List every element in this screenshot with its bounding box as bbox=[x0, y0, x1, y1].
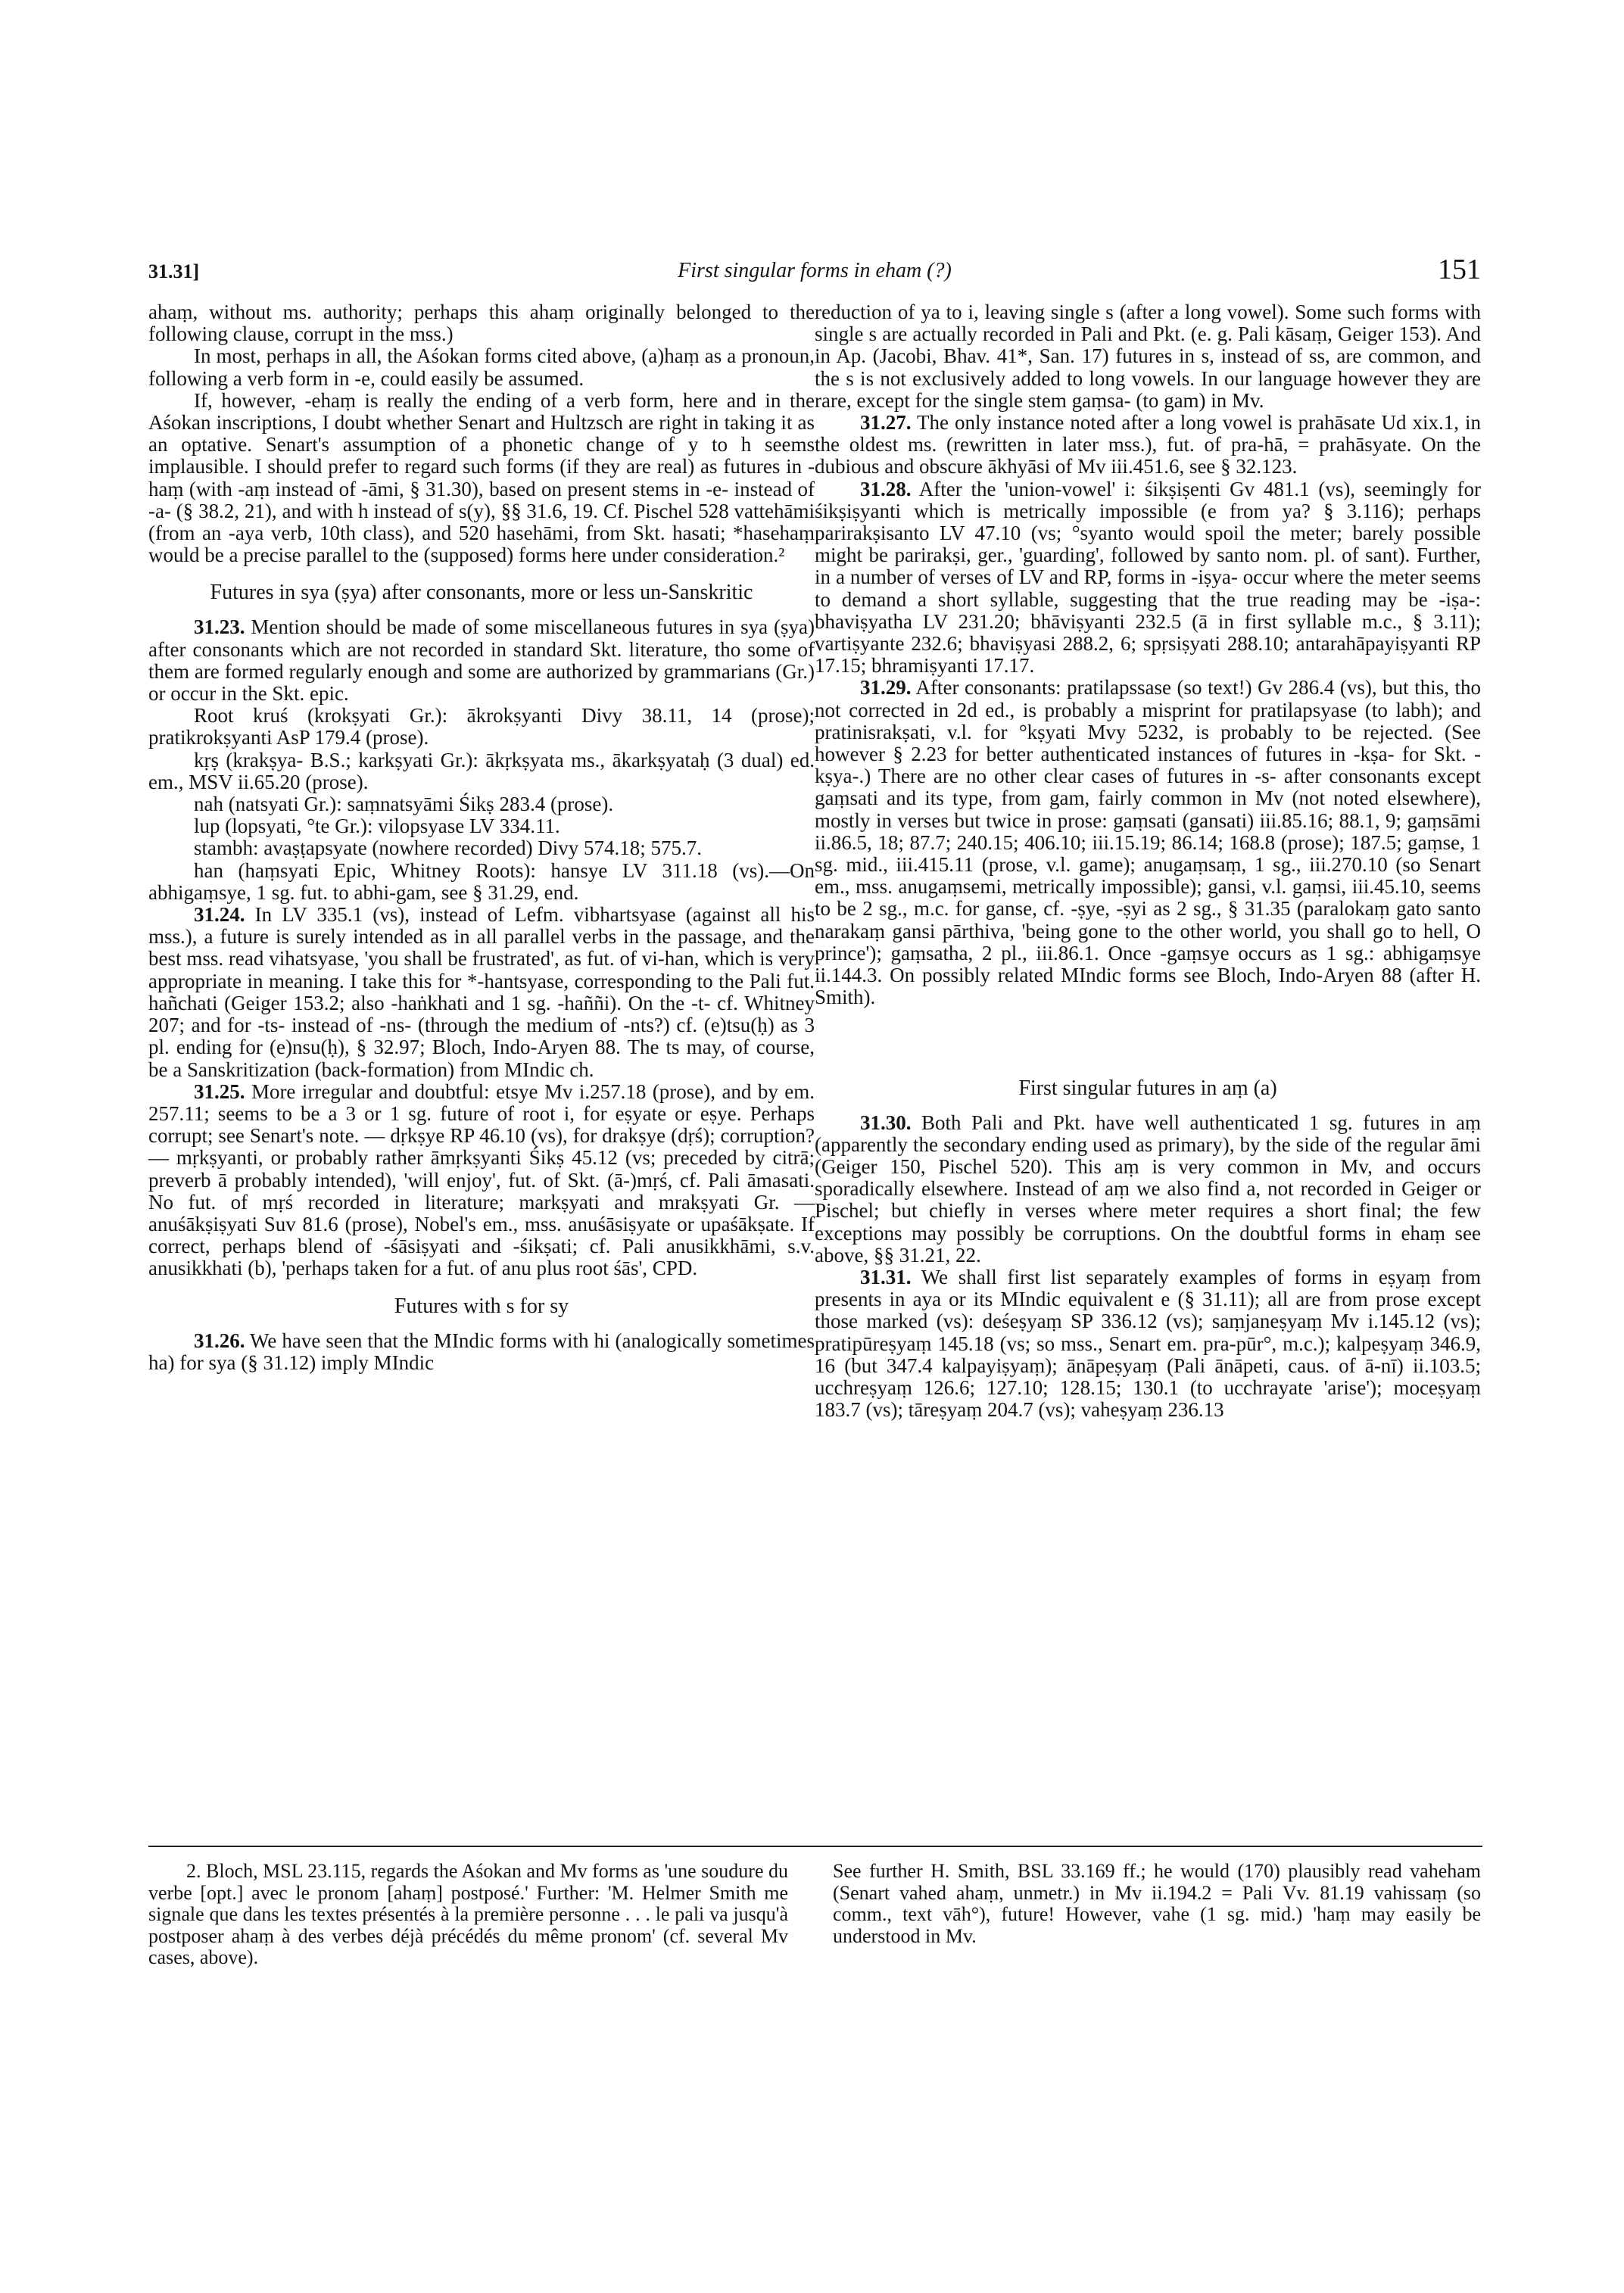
paragraph-31-30 bbox=[815, 1112, 1481, 1266]
footnote-divider bbox=[148, 1846, 1482, 1847]
section-number: 31.23. bbox=[194, 615, 245, 639]
paragraph-text: We have seen that the MIndic forms with hi (analogically sometimes ha) for sya (§ 31.12) imply MIndic bbox=[148, 1329, 815, 1374]
section-number: 31.25. bbox=[194, 1080, 245, 1103]
paragraph: If, however, -ehaṃ is really the ending of a verb form, here and in the Aśokan inscriptions, I doubt whether Senart and Hultzsch are right in taking it as an optative. Senart's assumption of a phonetic change of y to h seems implausible. I should prefer to regard such forms (if they are real) as futures in -haṃ (with -aṃ instead of -āmi, § 31.30), based on present stems in -e- instead of -a- (§ 38.2, 21), and with h instead of s(y), §§ 31.6, 19. Cf. Pischel 528 vattehāmi (from an -aya verb, 10th class), and 520 hasehāmi, from Skt. hasati; *hasehaṃ would be a precise parallel to the (supposed) forms here under consideration.² bbox=[148, 388, 815, 567]
paragraph-31-29 bbox=[815, 677, 1481, 1008]
section-number: 31.24. bbox=[194, 903, 245, 927]
paragraph-31-27 bbox=[815, 412, 1481, 478]
section-heading: Futures in sya (ṣya) after consonants, more or less un-Sanskritic bbox=[210, 581, 753, 605]
section-heading: Futures with s for sy bbox=[394, 1294, 569, 1318]
running-title: First singular forms in eham (?) bbox=[678, 259, 952, 282]
section-number: 31.27. bbox=[860, 411, 912, 435]
entry: nah (natsyati Gr.): saṃnatsyāmi Śikṣ 283.4 (prose). bbox=[194, 793, 614, 816]
paragraph-31-28 bbox=[815, 478, 1481, 678]
paragraph-text: Mention should be made of some miscellaneous futures in sya (ṣya) after consonants which are not recorded in standard Skt. literature, tho some of them are formed regularly enough and some are authorized by grammarians (Gr.) or occur in the Skt. epic. bbox=[148, 615, 815, 706]
paragraph-text: After consonants: pratilapssase (so text!) Gv 286.4 (vs), but this, tho not corrected in 2d ed., is probably a misprint for pratilapsyase (to labh); and pratinisrakṣati, v.l. for °kṣyati Mvy 5232, is probably to be rejected. (See however § 2.23 for better authenticated instances of futures in -kṣa- for Skt. -kṣya-.) There are no other clear cases of futures in -s- after consonants except gaṃsati and its type, from gam, fairly common in Mv (not noted elsewhere), mostly in verses but twice in prose: gaṃsati (gansati) iii.85.16; 88.1, 9; gaṃsāmi ii.86.5, 18; 87.7; 240.15; 406.10; iii.15.19; 86.14; 168.8 (prose); 187.5; gaṃse, 1 sg. mid., iii.415.11 (prose, v.l. game); anugaṃsaṃ, 1 sg., iii.270.10 (so Senart em., mss. anugaṃsemi, metrically impossible); gansi, v.l. gaṃsi, iii.45.10, seems to be 2 sg., m.c. for ganse, cf. -ṣye, -ṣyi as 2 sg., § 31.35 (paralokaṃ gato santo narakaṃ gansi pārthiva, 'being gone to the other world, you shall go to hell, O prince'); gaṃsatha, 2 pl., iii.86.1. Once -gaṃsye occurs as 1 sg.: abhigaṃsye ii.144.3. On possibly related MIndic forms see Bloch, Indo-Aryen 88 (after H. Smith). bbox=[815, 676, 1481, 1009]
right-column bbox=[815, 301, 1481, 1421]
footnote-right bbox=[833, 1861, 1481, 1947]
entry: Root kruś (krokṣyati Gr.): ākrokṣyanti Divy 38.11, 14 (prose); pratikrokṣyanti AsP 179.4 (prose). bbox=[148, 704, 815, 749]
paragraph: reduction of ya to i, leaving single s (after a long vowel). Some such forms with single s are actually recorded in Pali and Pkt. (e. g. Pali kāsaṃ, Geiger 153). And in Ap. (Jacobi, Bhav. 41*, San. 17) futures in s, instead of ss, are common, and the s is not exclusively added to long vowels. In our language however they are rare, except for the single stem gaṃsa- (to gam) in Mv. bbox=[815, 301, 1481, 412]
footnote-left bbox=[148, 1861, 788, 1969]
paragraph: In most, perhaps in all, the Aśokan forms cited above, (a)haṃ as a pronoun, following a verb form in -e, could easily be assumed. bbox=[148, 344, 815, 390]
paragraph: ahaṃ, without ms. authority; perhaps this ahaṃ originally belonged to the following clause, corrupt in the mss.) bbox=[148, 301, 815, 346]
entry: stambh: avaṣṭapsyate (nowhere recorded) Divy 574.18; 575.7. bbox=[194, 837, 703, 860]
footnote-text: See further H. Smith, BSL 33.169 ff.; he would (170) plausibly read vaheham (Senart vahed ahaṃ, unmetr.) in Mv ii.194.2 = Pali Vv. 81.19 vahissaṃ (so comm., text vāh°), future! However, vahe (1 sg. mid.) 'haṃ may easily be understood in Mv. bbox=[833, 1860, 1481, 1947]
paragraph-31-24 bbox=[148, 904, 815, 1081]
section-number: 31.30. bbox=[860, 1111, 912, 1134]
section-heading: First singular futures in aṃ (a) bbox=[1018, 1076, 1277, 1100]
paragraph-text: We shall first list separately examples of forms in eṣyaṃ from presents in aya or its MIndic equivalent e (§ 31.11); all are from prose except those marked (vs): deśeṣyaṃ SP 336.12 (vs); saṃjaneṣyaṃ Mv i.145.12 (vs); pratipūreṣyaṃ 145.18 (vs; so mss., Senart em. pra-pūr°, m.c.); kalpeṣyaṃ 346.9, 16 (but 347.4 kalpayiṣyaṃ); ānāpeṣyaṃ (Pali ānāpeti, caus. of ā-nī) ii.103.5; ucchreṣyaṃ 126.6; 127.10; 128.15; 130.1 (to ucchrayate 'arise'); moceṣyaṃ 183.7 (vs); tāreṣyaṃ 204.7 (vs); vaheṣyaṃ 236.13 bbox=[815, 1265, 1481, 1422]
running-header bbox=[148, 253, 1481, 291]
footnote-text: 2. Bloch, MSL 23.115, regards the Aśokan and Mv forms as 'une soudure du verbe [opt.] avec le pronom [ahaṃ] postposé.' Further: 'M. Helmer Smith me signale que dans les textes présentés à la première personne . . . le pali va jusqu'à postposer ahaṃ à des verbes déjà précédés du même pronom' (cf. several Mv cases, above). bbox=[148, 1860, 788, 1968]
page-number: 151 bbox=[1438, 254, 1481, 285]
paragraph-text: After the 'union-vowel' i: śikṣiṣenti Gv 481.1 (vs), seemingly for śikṣiṣyanti which is metrically impossible (e from ya? § 3.116); perhaps parirakṣisanto LV 47.10 (vs; °syanto would spoil the meter; barely possible might be parirakṣi, ger., 'guarding', followed by santo nom. pl. of sant). Further, in a number of verses of LV and RP, forms in -iṣya- occur where the meter seems to demand a short syllable, suggesting that the true reading may be -iṣa-: bhaviṣyatha LV 231.20; bhāviṣyanti 232.5 (ā in first syllable m.c., § 3.11); vartiṣyante 232.6; bhaviṣyasi 288.2, 6; spṛsiṣyati 288.10; antarahāpayiṣyanti RP 17.15; bhramiṣyanti 17.17. bbox=[815, 477, 1481, 678]
paragraph-31-25 bbox=[148, 1081, 815, 1280]
left-column bbox=[148, 301, 815, 1374]
section-reference: 31.31] bbox=[148, 260, 200, 282]
paragraph-text: The only instance noted after a long vowel is prahāsate Ud xix.1, in the oldest ms. (rewritten in later mss.), fut. of pra-hā, = prahāsyate. On the dubious and obscure ākhyāsi of Mv iii.451.6, see § 32.123. bbox=[815, 411, 1482, 478]
section-number: 31.29. bbox=[860, 676, 912, 699]
section-number: 31.26. bbox=[194, 1329, 245, 1352]
paragraph-31-26 bbox=[148, 1330, 815, 1374]
paragraph-31-31 bbox=[815, 1266, 1481, 1421]
paragraph-text: More irregular and doubtful: etsye Mv i.257.18 (prose), and by em. 257.11; seems to be a 3 or 1 sg. future of root i, for eṣyate or eṣye. Perhaps corrupt; see Senart's note. — dṛkṣye RP 46.10 (vs), for drakṣye (dṛś); corruption? — mṛkṣyanti, or probably rather āmṛkṣyanti Śikṣ 45.12 (vs; preceded by citrā; preverb ā probably intended), 'will enjoy', fut. of Skt. (ā-)mṛś, cf. Pali āmasati. No fut. of mṛś recorded in literature; markṣyati and mrakṣyati Gr. — anuśākṣiṣyati Suv 81.6 (prose), Nobel's em., mss. anuśāsiṣyate or upaśākṣate. If correct, perhaps blend of -śāsiṣyati and -śikṣati; cf. Pali anusikkhāmi, s.v. anusikkhati (b), 'perhaps taken for a fut. of anu plus root śās', CPD. bbox=[148, 1080, 815, 1280]
paragraph-text: In LV 335.1 (vs), instead of Lefm. vibhartsyase (against all his mss.), a future is surely intended as in all parallel verbs in the passage, and the best mss. read vihatsyase, 'you shall be frustrated', as fut. of vi-han, which is very appropriate in meaning. I take this for *-hantsyase, corresponding to the Pali fut. hañchati (Geiger 153.2; also -haṅkhati and 1 sg. -haññi). On the -t- cf. Whitney 207; and for -ts- instead of -ns- (through the medium of -nts?) cf. (e)tsu(ḥ) as 3 pl. ending for (e)nsu(ḥ), § 32.97; Bloch, Indo-Aryen 88. The ts may, of course, be a Sanskritization (back-formation) from MIndic ch. bbox=[148, 903, 815, 1081]
paragraph-31-23 bbox=[148, 616, 815, 705]
entry: lup (lopsyati, °te Gr.): vilopsyase LV 334.11. bbox=[194, 815, 560, 838]
entry: kṛṣ (krakṣya- B.S.; karkṣyati Gr.): ākṛkṣyata ms., ākarkṣyataḥ (3 dual) ed. em., MSV ii.65.20 (prose). bbox=[148, 748, 815, 793]
section-number: 31.31. bbox=[860, 1265, 912, 1288]
paragraph-text: Both Pali and Pkt. have well authenticated 1 sg. futures in aṃ (apparently the secondary ending used as primary), by the side of the regular āmi (Geiger 150, Pischel 520). This aṃ is very common in Mv, and occurs sporadically elsewhere. Instead of aṃ we also find a, not recorded in Geiger or Pischel; but chiefly in verses where meter requires a short final; the few exceptions may possibly be corruptions. On the doubtful forms in ehaṃ see above, §§ 31.21, 22. bbox=[815, 1111, 1481, 1266]
entry: han (haṃsyati Epic, Whitney Roots): hansye LV 311.18 (vs).—On abhigaṃsye, 1 sg. fut. to abhi-gam, see § 31.29, end. bbox=[148, 858, 815, 904]
section-number: 31.28. bbox=[860, 477, 912, 500]
